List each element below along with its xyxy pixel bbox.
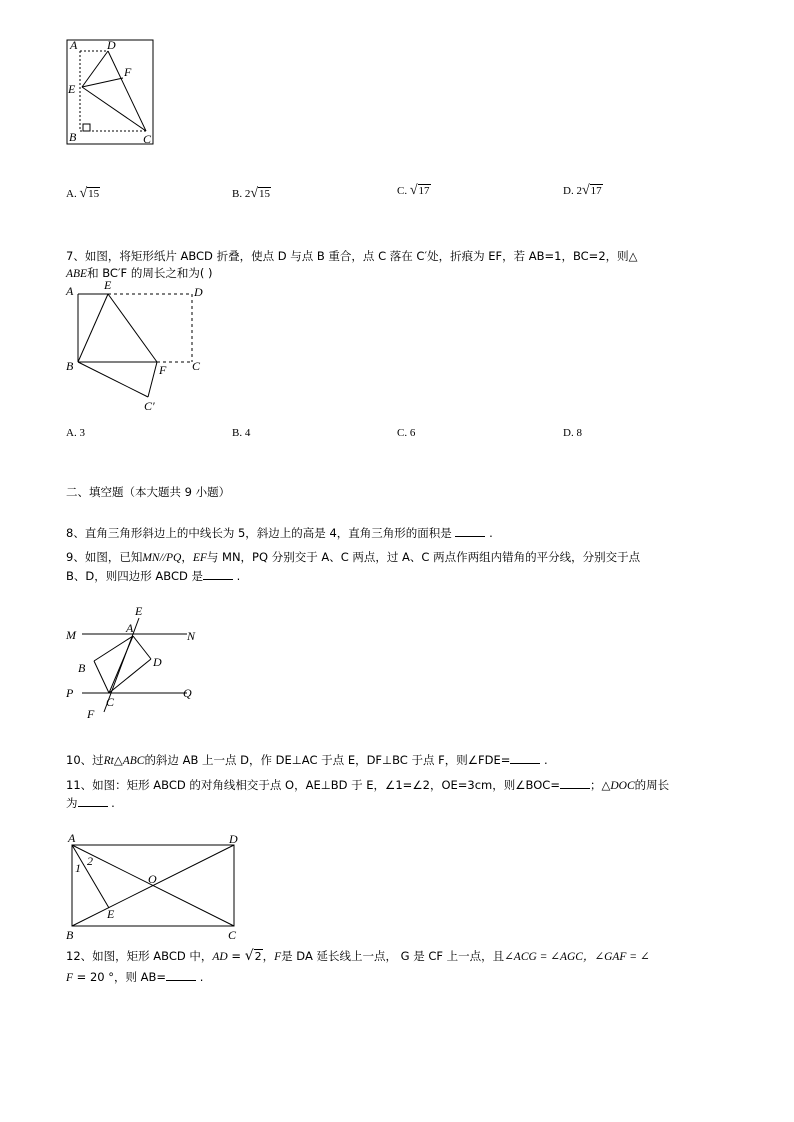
label-b: B xyxy=(66,359,74,373)
q12-line2: F = 20 °，则 AB= . xyxy=(66,970,204,984)
label-p: P xyxy=(66,686,74,700)
segment-bc2 xyxy=(78,362,148,397)
label-b: B xyxy=(78,661,86,675)
label-angle-1: 1 xyxy=(75,861,81,875)
q12-line1: 12、如图，矩形 ABCD 中，AD = √2，F是 DA 延长线上一点， G 是 CF 上一点，且∠ACG = ∠AGC，∠GAF = ∠ xyxy=(66,948,650,964)
q7-option-a: A. 3 xyxy=(66,427,85,439)
crease-ef xyxy=(108,294,157,362)
q7-figure xyxy=(62,280,212,420)
label-c: C xyxy=(192,359,201,373)
label-d: D xyxy=(153,655,162,669)
sqrt-15: √15 xyxy=(79,186,100,201)
label-e: E xyxy=(104,280,112,292)
segment-ed xyxy=(82,51,108,87)
right-angle-mark xyxy=(83,124,90,131)
q9-line1: 9、如图，已知MN//PQ，EF与 MN，PQ 分别交于 A、C 两点，过 A、C 两点作两组内错角的平分线，分别交于点 xyxy=(66,550,641,564)
label-f: F xyxy=(124,65,132,79)
label-f: F xyxy=(159,363,167,377)
label-angle-2: 2 xyxy=(87,854,93,868)
q7-option-d: D. 8 xyxy=(563,427,582,439)
label-f: F xyxy=(87,707,95,721)
segment-dc xyxy=(108,51,146,131)
segment-ec xyxy=(82,87,146,131)
answer-blank xyxy=(455,524,485,537)
q11-line1: 11、如图：矩形 ABCD 的对角线相交于点 O，AE⊥BD 于 E，∠1=∠2，OE=3cm，则∠BOC= ；△DOC的周长 xyxy=(66,778,670,792)
label-a: A xyxy=(70,38,78,52)
segment-fc2 xyxy=(148,362,157,397)
sqrt-2: √2 xyxy=(244,948,262,964)
q6-figure xyxy=(66,38,156,148)
q11-figure xyxy=(62,828,252,946)
segment-ac xyxy=(109,636,133,693)
segment-cb xyxy=(94,661,109,693)
q6-option-c: C. √17 xyxy=(397,183,430,198)
q9-figure xyxy=(62,600,212,725)
q7-option-c: C. 6 xyxy=(397,427,416,439)
label-e: E xyxy=(135,604,143,618)
q6-option-d: D. 2√17 xyxy=(563,183,602,198)
label-c: C xyxy=(143,132,152,146)
answer-blank xyxy=(78,794,108,807)
segment-ad xyxy=(133,636,151,659)
label-e: E xyxy=(107,907,115,921)
label-a: A xyxy=(66,284,74,298)
label-a: A xyxy=(126,621,134,635)
answer-blank xyxy=(166,968,196,981)
segment-ef xyxy=(82,78,123,87)
label-d: D xyxy=(107,38,116,52)
q8: 8、直角三角形斜边上的中线长为 5，斜边上的高是 4，直角三角形的面积是 . xyxy=(66,526,493,540)
label-c: C xyxy=(228,928,237,942)
label-q: Q xyxy=(183,686,192,700)
q10: 10、过Rt△ABC的斜边 AB 上一点 D，作 DE⊥AC 于点 E，DF⊥BC 于点 F，则∠FDE= . xyxy=(66,753,548,767)
label-d: D xyxy=(229,832,238,846)
label-n: N xyxy=(187,629,196,643)
label-b: B xyxy=(66,928,74,942)
answer-blank xyxy=(510,751,540,764)
answer-blank xyxy=(203,567,233,580)
label-b: B xyxy=(69,130,77,144)
label-o: O xyxy=(148,872,157,886)
section-heading: 二、填空题（本大题共 9 小题） xyxy=(66,485,231,499)
q11-line2: 为 . xyxy=(66,796,115,810)
q9-line2: B、D，则四边形 ABCD 是 . xyxy=(66,569,241,583)
label-c: C xyxy=(106,695,115,709)
label-c-prime: C′ xyxy=(144,399,155,413)
q7-line2: ABE和 BC′F 的周长之和为( ) xyxy=(66,266,213,280)
label-m: M xyxy=(66,628,76,642)
label-d: D xyxy=(194,285,203,299)
answer-blank xyxy=(560,776,590,789)
segment-be xyxy=(78,294,108,362)
segment-cd xyxy=(109,659,151,693)
q6-option-b: B. 2√15 xyxy=(232,186,271,201)
q7-option-b: B. 4 xyxy=(232,427,251,439)
q6-option-a: A. √15 xyxy=(66,186,100,201)
q7-line1: 7、如图，将矩形纸片 ABCD 折叠，使点 D 与点 B 重合，点 C 落在 C′处，折痕为 EF，若 AB=1，BC=2，则△ xyxy=(66,249,638,263)
label-a: A xyxy=(68,831,76,845)
label-e: E xyxy=(68,82,76,96)
